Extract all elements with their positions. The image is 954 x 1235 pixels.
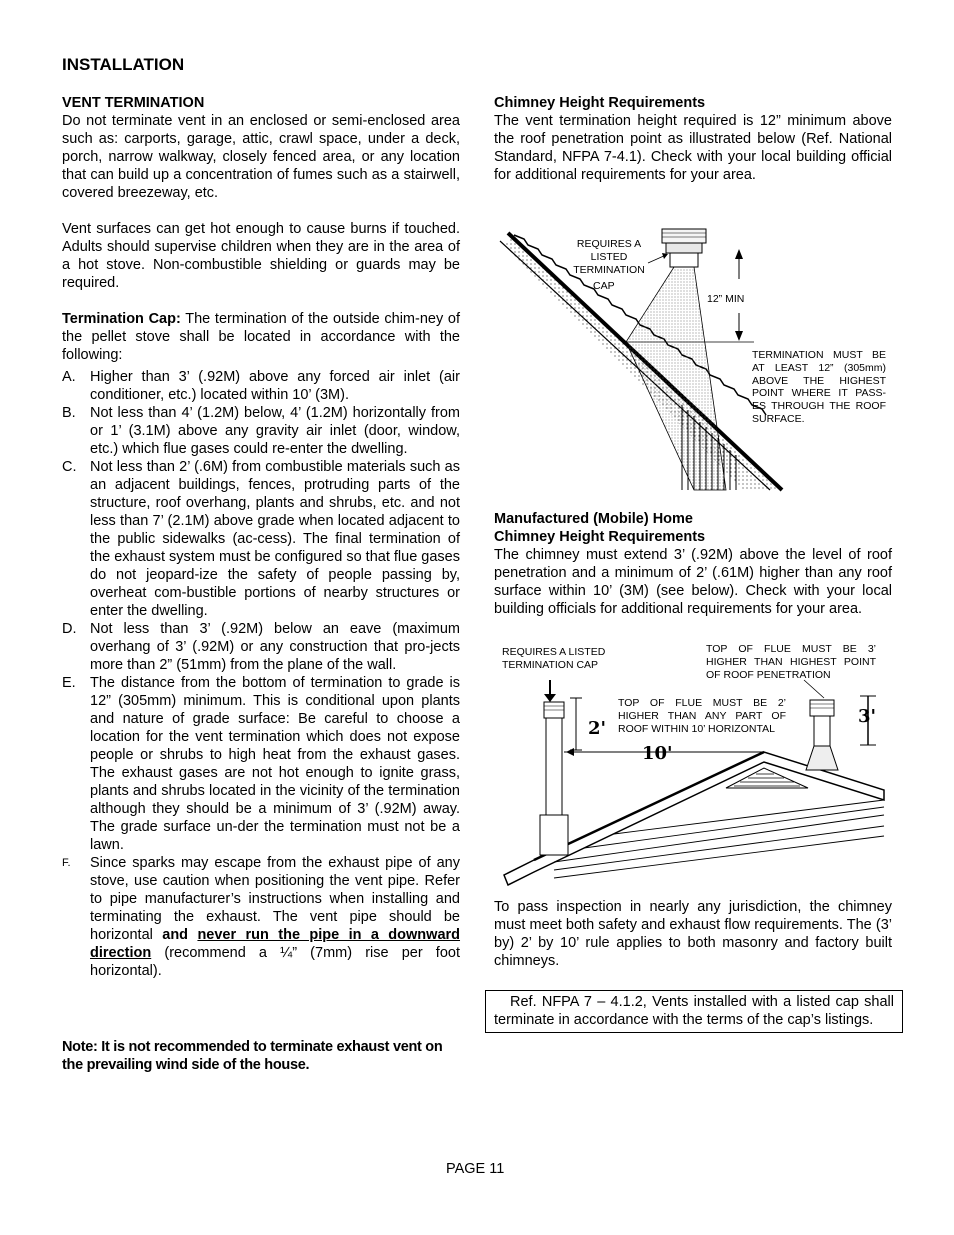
list-item-text: Not less than 2’ (.6M) from combustible materials such as an adjacent buildings, fences, protruding parts of the structure, roof overhang, plants and shrubs, etc. and not less than 7’ (2.1M) above grade when located adjacent to the public sidewalks (ac-cess). The final termination of the exhaust system must be configured so that flue gases do not jeopard-ize the safety of people passing by, overheat com-bustible portions of nearby structures or enter the dwelling. bbox=[90, 459, 460, 619]
fig2-top3-line: TOP OF FLUE MUST BE 3’ bbox=[706, 643, 876, 655]
fig2-cap-label bbox=[502, 646, 605, 672]
list-item bbox=[62, 854, 460, 980]
termination-cap-label: Termination Cap: bbox=[62, 311, 181, 327]
list-item-label: E. bbox=[62, 675, 76, 691]
list-item bbox=[62, 674, 460, 854]
fig2-cap-line: TERMINATION CAP bbox=[502, 658, 599, 671]
list-item-label: A. bbox=[62, 369, 76, 385]
mobile-title-2: Chimney Height Requirements bbox=[494, 529, 706, 545]
list-item-label: F. bbox=[62, 857, 71, 869]
mobile-title-1: Manufactured (Mobile) Home bbox=[494, 511, 693, 527]
fig1-cap-line: REQUIRES A bbox=[576, 238, 642, 250]
list-item-text: Not less than 4’ (1.2M) below, 4’ (1.2M) horizontally from or 1’ (3.1M) above any gravity air inlet (door, window, etc.) which flue gases could re-enter the dwelling. bbox=[90, 405, 460, 457]
fig1-note-line: POINT WHERE IT PASS- bbox=[752, 387, 886, 400]
fig1-note-line: SURFACE. bbox=[752, 412, 805, 425]
left-column bbox=[62, 94, 460, 980]
page-number: PAGE 11 bbox=[446, 1161, 505, 1177]
list-item-text: The distance from the bottom of termination to grade is 12” (305mm) minimum. This is conditional upon plants and nature of grade surface: Be careful to choose a location for the vent termination which does not expose people or shrubs to high heat from the exhaust gases. The exhaust gases are not hot enough to ignite grass, plants and shrubs located in the vicinity of the termination although they should be a minimum of 3’ (.92M) away. The grade surface un-der the termination must not be a lawn. bbox=[90, 675, 460, 853]
nfpa-reference-text: Ref. NFPA 7 – 4.1.2, Vents installed with a listed cap shall terminate in accordance with the terms of the cap’s listings. bbox=[494, 994, 894, 1028]
fig2-top3-line: HIGHER THAN HIGHEST POINT bbox=[706, 655, 876, 668]
fig1-cap-label bbox=[566, 238, 652, 293]
fig1-note-line: ABOVE THE HIGHEST bbox=[752, 374, 886, 387]
fig1-note-line: TERMINATION MUST BE bbox=[752, 349, 886, 361]
fig2-top3-label bbox=[706, 643, 876, 681]
fig1-note-line: AT LEAST 12” (305mm) bbox=[752, 361, 886, 374]
mobile-home-section bbox=[494, 510, 892, 618]
termination-cap-text: The termination of the outside chim-ney of the pellet stove shall be located in accordance with the following: bbox=[62, 311, 460, 363]
list-item-text: Higher than 3’ (.92M) above any forced air inlet (air conditioner, etc.) located within 10’ (3M). bbox=[90, 369, 460, 403]
dimension-2ft: 2' bbox=[588, 718, 607, 739]
vent-paragraph-2: Vent surfaces can get hot enough to cause burns if touched. Adults should supervise children when they are in the area of a hot stove. Non-combustible shielding or guards may be required. bbox=[62, 221, 460, 291]
list-item bbox=[62, 368, 460, 404]
dimension-10ft: 10' bbox=[642, 743, 673, 764]
dimension-3ft: 3' bbox=[858, 706, 877, 727]
emphasis-underlined: never run the pipe in a downward direction bbox=[90, 927, 461, 961]
fig1-note-line: ES THROUGH THE ROOF bbox=[752, 400, 886, 413]
fig2-top2-label bbox=[618, 697, 786, 735]
chimney-title: Chimney Height Requirements bbox=[494, 95, 706, 111]
list-item bbox=[62, 404, 460, 458]
inspection-text: To pass inspection in nearly any jurisdiction, the chimney must meet both safety and exhaust flow requirements. The (3’ by) 2’ by 10’ rule applies to both masonry and factory built chimneys. bbox=[494, 899, 892, 969]
vent-paragraph-1: Do not terminate vent in an enclosed or semi-enclosed area such as: carports, garage, attic, crawl space, under a deck, porch, narrow walkway, closely fenced area, or any location that can build up a concentration of fumes such as a stairwell, covered breezeway, etc. bbox=[62, 113, 460, 201]
nfpa-reference-box bbox=[485, 990, 903, 1033]
fig1-cap-line: CAP bbox=[593, 280, 615, 293]
fig2-top2-line: ROOF WITHIN 10’ HORIZONTAL bbox=[618, 722, 775, 735]
list-item bbox=[62, 620, 460, 674]
fig1-cap-line: LISTED bbox=[590, 250, 628, 263]
list-item-label: C. bbox=[62, 459, 77, 475]
mobile-text: The chimney must extend 3’ (.92M) above the level of roof penetration and a minimum of 2’ (.61M) higher than any roof surface within 10’ (3M) (see below). Check with your local building officials for additional requirements for your area. bbox=[494, 547, 892, 617]
list-item-text-end: (recommend a ¼” (7mm) rise per foot horizontal). bbox=[90, 945, 460, 979]
wind-side-note: Note: It is not recommended to terminate exhaust vent on the prevailing wind side of the house. bbox=[62, 1039, 443, 1073]
fig1-min-label: 12” MIN bbox=[707, 293, 745, 305]
fig2-top2-line: HIGHER THAN ANY PART OF bbox=[618, 709, 786, 722]
list-item-text: Since sparks may escape from the exhaust pipe of any stove, use caution when positioning the vent pipe. Refer to pipe manufacturer’s instructions when installing and terminating the exhaust. The vent pipe should be horizontal bbox=[90, 855, 460, 943]
fig2-top2-line: TOP OF FLUE MUST BE 2’ bbox=[618, 697, 786, 709]
fig1-cap-line: TERMINATION bbox=[573, 263, 645, 276]
fig2-top3-line: OF ROOF PENETRATION bbox=[706, 668, 831, 681]
fig2-cap-line: REQUIRES A LISTED bbox=[502, 646, 606, 658]
list-item-text: Not less than 3’ (.92M) below an eave (maximum overhang of 3’ (.92M) or any construction that pro-jects more than 2” (51mm) from the plane of the wall. bbox=[90, 621, 460, 673]
list-item bbox=[62, 458, 460, 620]
emphasis-and: and bbox=[162, 927, 189, 943]
termination-cap-paragraph bbox=[62, 310, 460, 364]
vent-termination-title: VENT TERMINATION bbox=[62, 95, 205, 111]
list-item-label: B. bbox=[62, 405, 76, 421]
fig1-note bbox=[752, 349, 886, 426]
page-heading: INSTALLATION bbox=[62, 55, 185, 74]
chimney-section bbox=[494, 94, 892, 184]
list-item-label: D. bbox=[62, 621, 77, 637]
chimney-text: The vent termination height required is 12” minimum above the roof penetration point as illustrated below (Ref. National Standard, NFPA 7-4.1). Check with your local building official for additional requirements for your area. bbox=[494, 113, 892, 183]
